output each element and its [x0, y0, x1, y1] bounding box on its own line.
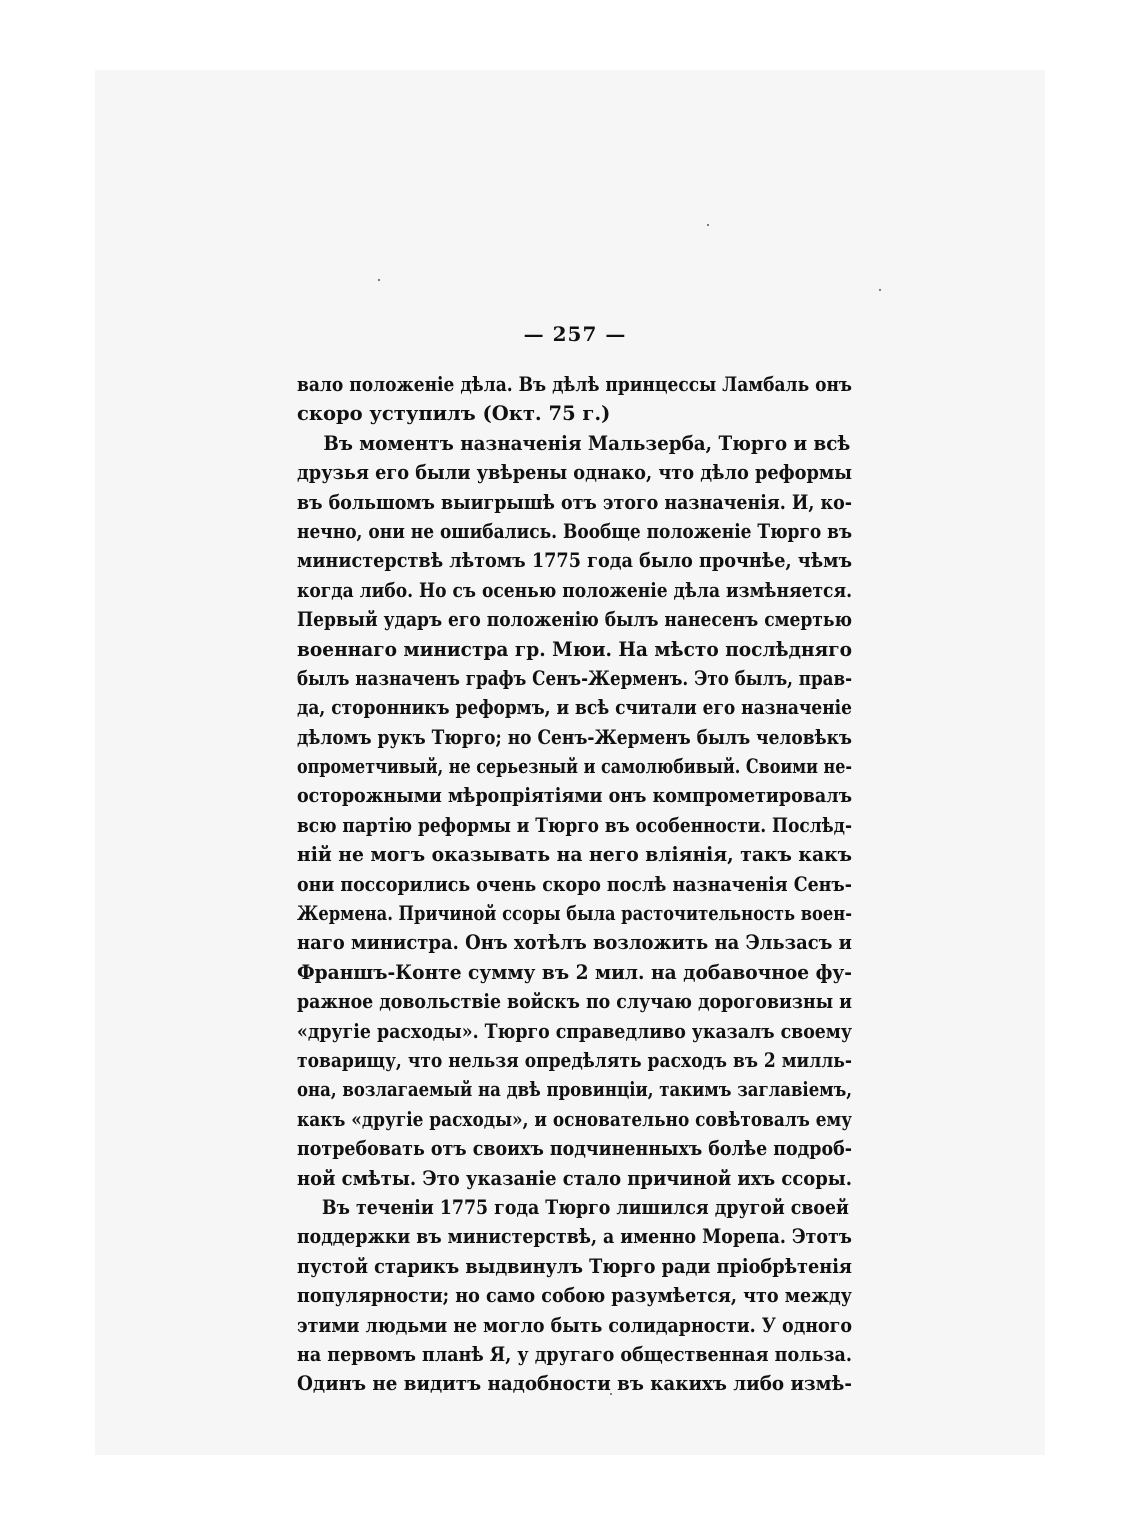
text-line: товарищу, что нельзя опредѣлять расходъ въ 2 милль-: [297, 1048, 852, 1072]
text-line: былъ назначенъ графъ Сенъ-Жерменъ. Это былъ, прав-: [297, 666, 853, 690]
text-line: Франшъ-Конте сумму въ 2 мил. на добавочное фу-: [297, 960, 852, 984]
text-line: скоро уступилъ (Окт. 75 г.): [297, 402, 611, 426]
text-line: ній не могъ оказывать на него вліянія, такъ какъ: [297, 843, 853, 867]
text-line: всю партію реформы и Тюрго въ особенности. Послѣд-: [297, 813, 852, 837]
text-line: дѣломъ рукъ Тюрго; но Сенъ-Жерменъ былъ человѣкъ: [297, 725, 852, 749]
ink-speck: [879, 289, 881, 291]
text-line: Первый ударъ его положенію былъ нанесенъ смертью: [297, 608, 853, 632]
text-line: да, сторонникъ реформъ, и всѣ считали его назначеніе: [297, 696, 852, 720]
text-line: поддержки въ министерствѣ, а именно Морепа. Этотъ: [297, 1225, 852, 1249]
text-line: военнаго министра гр. Мюи. На мѣсто послѣдняго: [297, 637, 852, 661]
text-line: друзья его были увѣрены однако, что дѣло реформы: [297, 461, 852, 485]
text-line: на первомъ планѣ Я, у другаго общественная польза.: [297, 1342, 852, 1366]
text-line: потребовать отъ своихъ подчиненныхъ болѣе подроб-: [297, 1137, 852, 1161]
text-line: осторожными мѣропріятіями онъ компрометировалъ: [297, 784, 852, 808]
text-line: «другіе расходы». Тюрго справедливо указалъ своему: [297, 1019, 852, 1043]
body-text: [297, 370, 852, 1399]
text-line: когда либо. Но съ осенью положеніе дѣла измѣняется.: [297, 578, 853, 602]
text-line: Въ теченіи 1775 года Тюрго лишился другой своей: [321, 1195, 849, 1219]
text-line: этими людьми не могло быть солидарности. У одного: [297, 1313, 852, 1337]
ink-speck: [378, 279, 380, 281]
text-line: нечно, они не ошибались. Вообще положеніе Тюрго въ: [297, 519, 853, 543]
text-line: пустой старикъ выдвинулъ Тюрго ради пріобрѣтенія: [297, 1254, 852, 1278]
text-line: наго министра. Онъ хотѣлъ возложить на Эльзасъ и: [297, 931, 852, 955]
ink-speck: [707, 224, 709, 226]
page-number: — 257 —: [523, 322, 627, 346]
text-line: въ большомъ выигрышѣ отъ этого назначенія. И, ко-: [297, 490, 853, 514]
text-line: ной смѣты. Это указаніе стало причиной ихъ ссоры.: [297, 1166, 852, 1190]
text-line: министерствѣ лѣтомъ 1775 года было прочнѣе, чѣмъ: [297, 549, 853, 573]
text-line: они поссорились очень скоро послѣ назначенія Сенъ-: [297, 872, 852, 896]
text-line: опрометчивый, не серьезный и самолюбивый. Своими не-: [297, 755, 852, 779]
text-line: она, возлагаемый на двѣ провинціи, такимъ заглавіемъ,: [297, 1078, 853, 1102]
text-line: Одинъ не видитъ надобности въ какихъ либо измѣ-: [297, 1372, 852, 1396]
text-line: какъ «другіе расходы», и основательно совѣтовалъ ему: [297, 1107, 853, 1131]
text-line: ражное довольствіе войскъ по случаю дороговизны и: [297, 990, 852, 1014]
text-line: вало положеніе дѣла. Въ дѣлѣ принцессы Ламбаль онъ: [297, 373, 853, 396]
text-line: Жермена. Причиной ссоры была расточительность воен-: [297, 902, 852, 926]
text-line: популярности; но само собою разумѣется, что между: [297, 1284, 852, 1308]
text-line: Въ моментъ назначенія Мальзерба, Тюрго и всѣ: [323, 431, 851, 455]
